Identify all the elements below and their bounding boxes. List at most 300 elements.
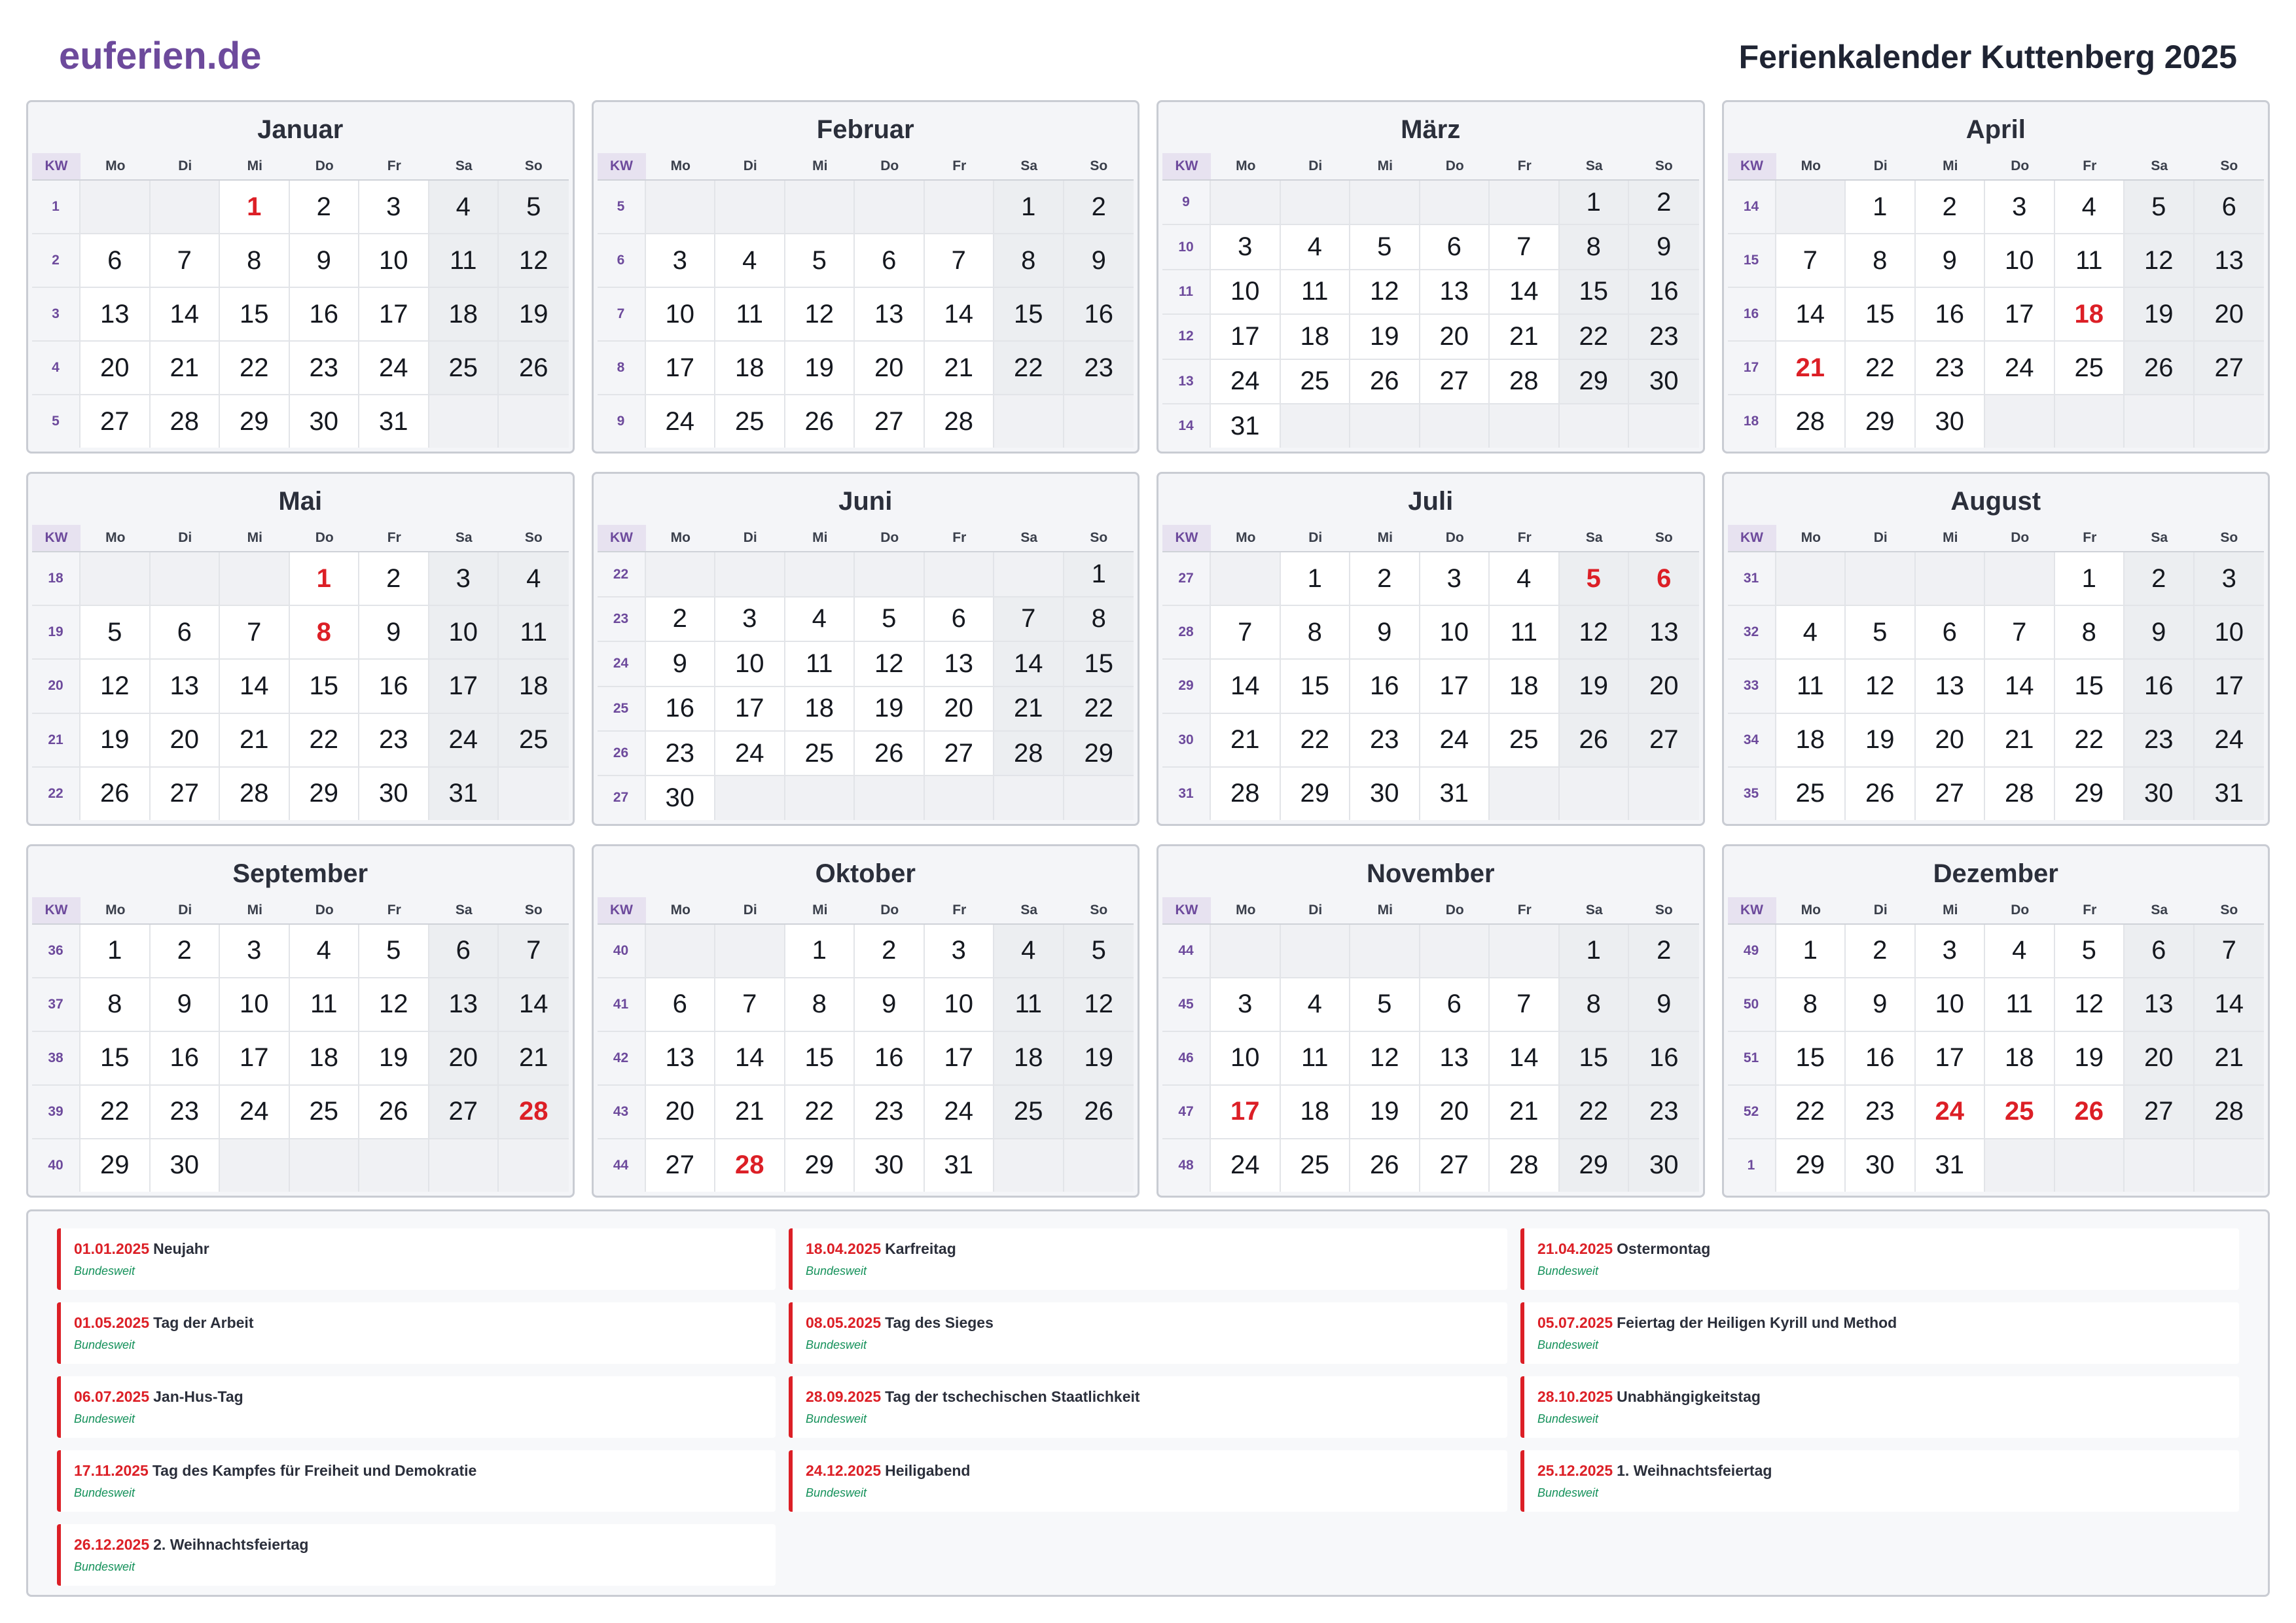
day-cell[interactable]: 13 (81, 288, 151, 340)
day-cell[interactable]: 18 (1281, 1086, 1351, 1138)
day-cell[interactable]: 26 (855, 732, 925, 775)
day-cell[interactable]: 14 (1776, 288, 1846, 340)
day-cell[interactable]: 8 (1846, 234, 1916, 287)
day-cell[interactable]: 29 (785, 1139, 855, 1192)
day-cell[interactable]: 3 (1211, 225, 1281, 268)
day-cell[interactable]: 28 (151, 395, 221, 448)
day-cell[interactable]: 14 (1490, 1032, 1560, 1084)
day-cell[interactable]: 7 (925, 234, 995, 287)
day-cell[interactable]: 2 (2125, 552, 2195, 605)
day-cell[interactable]: 24 (2195, 714, 2265, 766)
day-cell[interactable]: 30 (1629, 360, 1699, 403)
day-cell[interactable]: 21 (715, 1086, 785, 1138)
day-cell[interactable]: 25 (1490, 714, 1560, 766)
day-cell[interactable]: 28 (1490, 1139, 1560, 1192)
day-cell[interactable]: 9 (1629, 225, 1699, 268)
day-cell[interactable]: 3 (715, 597, 785, 641)
day-cell[interactable]: 29 (1846, 395, 1916, 448)
day-cell[interactable]: 30 (359, 768, 429, 820)
day-cell[interactable]: 8 (1560, 225, 1630, 268)
day-cell[interactable]: 4 (290, 925, 360, 977)
day-cell[interactable]: 20 (1420, 315, 1490, 358)
day-cell[interactable]: 29 (1281, 768, 1351, 820)
day-cell[interactable]: 9 (855, 978, 925, 1031)
day-cell[interactable]: 2 (1916, 181, 1986, 233)
day-cell[interactable]: 3 (925, 925, 995, 977)
day-cell[interactable]: 4 (785, 597, 855, 641)
day-cell[interactable]: 25 (499, 714, 569, 766)
day-cell[interactable]: 22 (2055, 714, 2125, 766)
day-cell[interactable]: 9 (1629, 978, 1699, 1031)
day-cell[interactable]: 22 (1846, 342, 1916, 394)
day-cell[interactable]: 5 (1350, 225, 1420, 268)
day-cell[interactable]: 21 (220, 714, 290, 766)
day-cell[interactable]: 23 (646, 732, 716, 775)
day-cell[interactable]: 23 (1064, 342, 1134, 394)
day-cell[interactable]: 3 (429, 552, 499, 605)
day-cell[interactable]: 22 (1064, 687, 1134, 730)
day-cell[interactable]: 31 (1916, 1139, 1986, 1192)
day-cell[interactable]: 16 (1064, 288, 1134, 340)
day-cell[interactable]: 12 (499, 234, 569, 287)
day-cell[interactable]: 20 (646, 1086, 716, 1138)
day-cell[interactable]: 10 (1211, 270, 1281, 313)
day-cell[interactable]: 7 (1776, 234, 1846, 287)
day-cell[interactable]: 9 (290, 234, 360, 287)
day-cell[interactable]: 19 (2125, 288, 2195, 340)
day-cell[interactable]: 25 (1281, 1139, 1351, 1192)
day-cell[interactable]: 13 (1629, 606, 1699, 658)
day-cell[interactable]: 8 (994, 234, 1064, 287)
day-cell[interactable]: 1 (1776, 925, 1846, 977)
day-cell[interactable]: 2 (1629, 181, 1699, 224)
day-cell[interactable]: 17 (925, 1032, 995, 1084)
day-cell[interactable]: 30 (1916, 395, 1986, 448)
day-cell[interactable]: 21 (925, 342, 995, 394)
day-cell[interactable]: 29 (81, 1139, 151, 1192)
day-cell[interactable]: 27 (2125, 1086, 2195, 1138)
day-cell[interactable]: 31 (1420, 768, 1490, 820)
day-cell[interactable]: 7 (715, 978, 785, 1031)
day-cell[interactable]: 19 (81, 714, 151, 766)
day-cell[interactable]: 21 (1985, 714, 2055, 766)
day-cell[interactable]: 26 (2125, 342, 2195, 394)
day-cell[interactable]: 20 (81, 342, 151, 394)
day-cell[interactable]: 6 (2195, 181, 2265, 233)
day-cell[interactable]: 28 (220, 768, 290, 820)
day-cell[interactable]: 28 (1211, 768, 1281, 820)
day-cell[interactable]: 21 (1490, 315, 1560, 358)
day-cell[interactable]: 28 (1776, 395, 1846, 448)
day-cell[interactable]: 28 (2195, 1086, 2265, 1138)
day-cell[interactable]: 4 (994, 925, 1064, 977)
day-cell[interactable]: 11 (1985, 978, 2055, 1031)
day-cell[interactable]: 6 (429, 925, 499, 977)
day-cell[interactable]: 13 (2125, 978, 2195, 1031)
day-cell[interactable]: 21 (1490, 1086, 1560, 1138)
day-cell[interactable]: 31 (1211, 404, 1281, 448)
day-cell[interactable]: 19 (359, 1032, 429, 1084)
day-cell[interactable]: 25 (1281, 360, 1351, 403)
day-cell[interactable]: 6 (81, 234, 151, 287)
day-cell[interactable]: 12 (1064, 978, 1134, 1031)
day-cell[interactable]: 23 (151, 1086, 221, 1138)
day-cell[interactable]: 12 (81, 660, 151, 712)
day-cell[interactable]: 25 (1776, 768, 1846, 820)
day-cell[interactable]: 9 (359, 606, 429, 658)
day-cell[interactable]: 14 (715, 1032, 785, 1084)
day-cell[interactable]: 10 (429, 606, 499, 658)
day-cell[interactable]: 2 (646, 597, 716, 641)
day-cell[interactable]: 20 (1420, 1086, 1490, 1138)
day-cell[interactable]: 28 (925, 395, 995, 448)
day-cell[interactable]: 6 (1916, 606, 1986, 658)
day-cell[interactable]: 27 (925, 732, 995, 775)
day-cell[interactable]: 11 (785, 642, 855, 685)
day-cell[interactable]: 27 (2195, 342, 2265, 394)
day-cell[interactable]: 17 (359, 288, 429, 340)
day-cell[interactable]: 30 (1629, 1139, 1699, 1192)
day-cell[interactable]: 13 (151, 660, 221, 712)
day-cell[interactable]: 11 (1281, 1032, 1351, 1084)
day-cell[interactable]: 6 (1420, 225, 1490, 268)
day-cell[interactable]: 26 (1560, 714, 1630, 766)
day-cell[interactable]: 15 (1776, 1032, 1846, 1084)
day-cell[interactable]: 22 (290, 714, 360, 766)
day-cell[interactable]: 20 (1629, 660, 1699, 712)
day-cell[interactable]: 21 (1211, 714, 1281, 766)
day-cell[interactable]: 5 (2055, 925, 2125, 977)
day-cell[interactable]: 21 (994, 687, 1064, 730)
day-cell[interactable]: 15 (1560, 1032, 1630, 1084)
day-cell[interactable]: 23 (290, 342, 360, 394)
day-cell[interactable]: 16 (1916, 288, 1986, 340)
day-cell[interactable]: 18 (1281, 315, 1351, 358)
holiday-day-cell[interactable]: 21 (1776, 342, 1846, 394)
day-cell[interactable]: 4 (429, 181, 499, 233)
day-cell[interactable]: 8 (1560, 978, 1630, 1031)
day-cell[interactable]: 10 (359, 234, 429, 287)
day-cell[interactable]: 19 (1064, 1032, 1134, 1084)
day-cell[interactable]: 1 (1560, 925, 1630, 977)
day-cell[interactable]: 26 (1064, 1086, 1134, 1138)
day-cell[interactable]: 8 (785, 978, 855, 1031)
day-cell[interactable]: 16 (855, 1032, 925, 1084)
day-cell[interactable]: 2 (290, 181, 360, 233)
day-cell[interactable]: 30 (646, 776, 716, 819)
day-cell[interactable]: 21 (499, 1032, 569, 1084)
day-cell[interactable]: 25 (290, 1086, 360, 1138)
holiday-day-cell[interactable]: 6 (1629, 552, 1699, 605)
day-cell[interactable]: 15 (290, 660, 360, 712)
day-cell[interactable]: 14 (994, 642, 1064, 685)
day-cell[interactable]: 13 (1420, 1032, 1490, 1084)
day-cell[interactable]: 7 (499, 925, 569, 977)
day-cell[interactable]: 4 (1490, 552, 1560, 605)
day-cell[interactable]: 5 (1350, 978, 1420, 1031)
day-cell[interactable]: 1 (1281, 552, 1351, 605)
day-cell[interactable]: 22 (994, 342, 1064, 394)
day-cell[interactable]: 18 (429, 288, 499, 340)
day-cell[interactable]: 16 (646, 687, 716, 730)
day-cell[interactable]: 17 (1916, 1032, 1986, 1084)
day-cell[interactable]: 22 (785, 1086, 855, 1138)
day-cell[interactable]: 12 (1846, 660, 1916, 712)
day-cell[interactable]: 11 (1281, 270, 1351, 313)
day-cell[interactable]: 24 (429, 714, 499, 766)
day-cell[interactable]: 16 (151, 1032, 221, 1084)
day-cell[interactable]: 5 (785, 234, 855, 287)
day-cell[interactable]: 23 (1916, 342, 1986, 394)
day-cell[interactable]: 7 (1985, 606, 2055, 658)
day-cell[interactable]: 27 (1420, 360, 1490, 403)
day-cell[interactable]: 17 (1211, 315, 1281, 358)
day-cell[interactable]: 9 (1916, 234, 1986, 287)
holiday-day-cell[interactable]: 17 (1211, 1086, 1281, 1138)
holiday-day-cell[interactable]: 1 (290, 552, 360, 605)
day-cell[interactable]: 11 (429, 234, 499, 287)
site-logo[interactable]: euferien.de (59, 35, 262, 77)
day-cell[interactable]: 25 (2055, 342, 2125, 394)
day-cell[interactable]: 21 (151, 342, 221, 394)
day-cell[interactable]: 19 (1350, 315, 1420, 358)
day-cell[interactable]: 12 (1350, 1032, 1420, 1084)
day-cell[interactable]: 25 (994, 1086, 1064, 1138)
day-cell[interactable]: 30 (855, 1139, 925, 1192)
day-cell[interactable]: 4 (499, 552, 569, 605)
day-cell[interactable]: 30 (151, 1139, 221, 1192)
day-cell[interactable]: 22 (1560, 315, 1630, 358)
day-cell[interactable]: 26 (1846, 768, 1916, 820)
day-cell[interactable]: 26 (1350, 1139, 1420, 1192)
day-cell[interactable]: 19 (2055, 1032, 2125, 1084)
day-cell[interactable]: 15 (220, 288, 290, 340)
day-cell[interactable]: 21 (2195, 1032, 2265, 1084)
day-cell[interactable]: 20 (151, 714, 221, 766)
day-cell[interactable]: 1 (994, 181, 1064, 233)
day-cell[interactable]: 6 (2125, 925, 2195, 977)
holiday-day-cell[interactable]: 26 (2055, 1086, 2125, 1138)
day-cell[interactable]: 18 (1776, 714, 1846, 766)
day-cell[interactable]: 3 (1985, 181, 2055, 233)
day-cell[interactable]: 23 (1350, 714, 1420, 766)
day-cell[interactable]: 3 (646, 234, 716, 287)
day-cell[interactable]: 16 (290, 288, 360, 340)
day-cell[interactable]: 11 (994, 978, 1064, 1031)
day-cell[interactable]: 27 (81, 395, 151, 448)
day-cell[interactable]: 20 (2125, 1032, 2195, 1084)
day-cell[interactable]: 12 (359, 978, 429, 1031)
day-cell[interactable]: 15 (1560, 270, 1630, 313)
day-cell[interactable]: 26 (1350, 360, 1420, 403)
day-cell[interactable]: 14 (925, 288, 995, 340)
day-cell[interactable]: 24 (1985, 342, 2055, 394)
day-cell[interactable]: 29 (1560, 1139, 1630, 1192)
day-cell[interactable]: 9 (2125, 606, 2195, 658)
holiday-day-cell[interactable]: 5 (1560, 552, 1630, 605)
day-cell[interactable]: 17 (646, 342, 716, 394)
day-cell[interactable]: 7 (220, 606, 290, 658)
day-cell[interactable]: 13 (429, 978, 499, 1031)
day-cell[interactable]: 4 (1985, 925, 2055, 977)
day-cell[interactable]: 12 (855, 642, 925, 685)
day-cell[interactable]: 24 (359, 342, 429, 394)
day-cell[interactable]: 14 (220, 660, 290, 712)
day-cell[interactable]: 25 (715, 395, 785, 448)
day-cell[interactable]: 13 (1420, 270, 1490, 313)
day-cell[interactable]: 8 (81, 978, 151, 1031)
day-cell[interactable]: 9 (1350, 606, 1420, 658)
day-cell[interactable]: 9 (1064, 234, 1134, 287)
day-cell[interactable]: 2 (1846, 925, 1916, 977)
day-cell[interactable]: 4 (2055, 181, 2125, 233)
day-cell[interactable]: 29 (1064, 732, 1134, 775)
day-cell[interactable]: 19 (855, 687, 925, 730)
day-cell[interactable]: 16 (1350, 660, 1420, 712)
day-cell[interactable]: 7 (2195, 925, 2265, 977)
day-cell[interactable]: 15 (1064, 642, 1134, 685)
day-cell[interactable]: 18 (499, 660, 569, 712)
day-cell[interactable]: 31 (359, 395, 429, 448)
day-cell[interactable]: 11 (499, 606, 569, 658)
day-cell[interactable]: 3 (1420, 552, 1490, 605)
day-cell[interactable]: 12 (2055, 978, 2125, 1031)
day-cell[interactable]: 20 (429, 1032, 499, 1084)
day-cell[interactable]: 16 (1629, 1032, 1699, 1084)
day-cell[interactable]: 13 (2195, 234, 2265, 287)
day-cell[interactable]: 6 (1420, 978, 1490, 1031)
day-cell[interactable]: 22 (81, 1086, 151, 1138)
day-cell[interactable]: 27 (1916, 768, 1986, 820)
day-cell[interactable]: 31 (925, 1139, 995, 1192)
holiday-day-cell[interactable]: 18 (2055, 288, 2125, 340)
day-cell[interactable]: 3 (359, 181, 429, 233)
day-cell[interactable]: 6 (151, 606, 221, 658)
holiday-day-cell[interactable]: 25 (1985, 1086, 2055, 1138)
day-cell[interactable]: 19 (1846, 714, 1916, 766)
day-cell[interactable]: 7 (151, 234, 221, 287)
day-cell[interactable]: 14 (2195, 978, 2265, 1031)
day-cell[interactable]: 5 (855, 597, 925, 641)
day-cell[interactable]: 28 (1490, 360, 1560, 403)
day-cell[interactable]: 17 (1420, 660, 1490, 712)
day-cell[interactable]: 24 (925, 1086, 995, 1138)
day-cell[interactable]: 7 (1211, 606, 1281, 658)
day-cell[interactable]: 17 (715, 687, 785, 730)
day-cell[interactable]: 5 (1846, 606, 1916, 658)
day-cell[interactable]: 26 (359, 1086, 429, 1138)
day-cell[interactable]: 1 (1846, 181, 1916, 233)
day-cell[interactable]: 15 (1846, 288, 1916, 340)
day-cell[interactable]: 8 (2055, 606, 2125, 658)
day-cell[interactable]: 9 (151, 978, 221, 1031)
day-cell[interactable]: 30 (290, 395, 360, 448)
day-cell[interactable]: 29 (2055, 768, 2125, 820)
day-cell[interactable]: 24 (1211, 360, 1281, 403)
day-cell[interactable]: 2 (855, 925, 925, 977)
day-cell[interactable]: 23 (1629, 315, 1699, 358)
day-cell[interactable]: 15 (2055, 660, 2125, 712)
day-cell[interactable]: 3 (2195, 552, 2265, 605)
day-cell[interactable]: 29 (220, 395, 290, 448)
holiday-day-cell[interactable]: 28 (715, 1139, 785, 1192)
day-cell[interactable]: 16 (1846, 1032, 1916, 1084)
holiday-day-cell[interactable]: 28 (499, 1086, 569, 1138)
day-cell[interactable]: 10 (1916, 978, 1986, 1031)
day-cell[interactable]: 27 (429, 1086, 499, 1138)
day-cell[interactable]: 22 (1560, 1086, 1630, 1138)
day-cell[interactable]: 27 (1629, 714, 1699, 766)
day-cell[interactable]: 10 (925, 978, 995, 1031)
holiday-day-cell[interactable]: 24 (1916, 1086, 1986, 1138)
day-cell[interactable]: 22 (220, 342, 290, 394)
day-cell[interactable]: 20 (855, 342, 925, 394)
day-cell[interactable]: 22 (1281, 714, 1351, 766)
day-cell[interactable]: 8 (1064, 597, 1134, 641)
day-cell[interactable]: 2 (1629, 925, 1699, 977)
day-cell[interactable]: 26 (499, 342, 569, 394)
day-cell[interactable]: 18 (715, 342, 785, 394)
day-cell[interactable]: 5 (81, 606, 151, 658)
day-cell[interactable]: 5 (2125, 181, 2195, 233)
day-cell[interactable]: 3 (220, 925, 290, 977)
day-cell[interactable]: 1 (785, 925, 855, 977)
day-cell[interactable]: 12 (2125, 234, 2195, 287)
day-cell[interactable]: 28 (994, 732, 1064, 775)
day-cell[interactable]: 18 (785, 687, 855, 730)
day-cell[interactable]: 12 (1560, 606, 1630, 658)
day-cell[interactable]: 25 (785, 732, 855, 775)
day-cell[interactable]: 15 (1281, 660, 1351, 712)
day-cell[interactable]: 10 (1211, 1032, 1281, 1084)
day-cell[interactable]: 29 (1560, 360, 1630, 403)
day-cell[interactable]: 25 (429, 342, 499, 394)
day-cell[interactable]: 13 (925, 642, 995, 685)
day-cell[interactable]: 5 (359, 925, 429, 977)
day-cell[interactable]: 17 (429, 660, 499, 712)
day-cell[interactable]: 14 (1985, 660, 2055, 712)
day-cell[interactable]: 12 (785, 288, 855, 340)
day-cell[interactable]: 19 (1350, 1086, 1420, 1138)
day-cell[interactable]: 14 (499, 978, 569, 1031)
day-cell[interactable]: 23 (1846, 1086, 1916, 1138)
day-cell[interactable]: 20 (2195, 288, 2265, 340)
day-cell[interactable]: 11 (715, 288, 785, 340)
day-cell[interactable]: 2 (1350, 552, 1420, 605)
day-cell[interactable]: 24 (715, 732, 785, 775)
day-cell[interactable]: 11 (2055, 234, 2125, 287)
day-cell[interactable]: 16 (2125, 660, 2195, 712)
day-cell[interactable]: 10 (220, 978, 290, 1031)
day-cell[interactable]: 24 (220, 1086, 290, 1138)
day-cell[interactable]: 12 (1350, 270, 1420, 313)
day-cell[interactable]: 8 (220, 234, 290, 287)
day-cell[interactable]: 24 (1211, 1139, 1281, 1192)
day-cell[interactable]: 10 (715, 642, 785, 685)
day-cell[interactable]: 28 (1985, 768, 2055, 820)
day-cell[interactable]: 8 (1281, 606, 1351, 658)
day-cell[interactable]: 10 (646, 288, 716, 340)
day-cell[interactable]: 13 (855, 288, 925, 340)
day-cell[interactable]: 14 (1211, 660, 1281, 712)
day-cell[interactable]: 18 (1985, 1032, 2055, 1084)
day-cell[interactable]: 6 (646, 978, 716, 1031)
day-cell[interactable]: 11 (1490, 606, 1560, 658)
day-cell[interactable]: 6 (855, 234, 925, 287)
day-cell[interactable]: 22 (1776, 1086, 1846, 1138)
day-cell[interactable]: 19 (785, 342, 855, 394)
day-cell[interactable]: 4 (715, 234, 785, 287)
